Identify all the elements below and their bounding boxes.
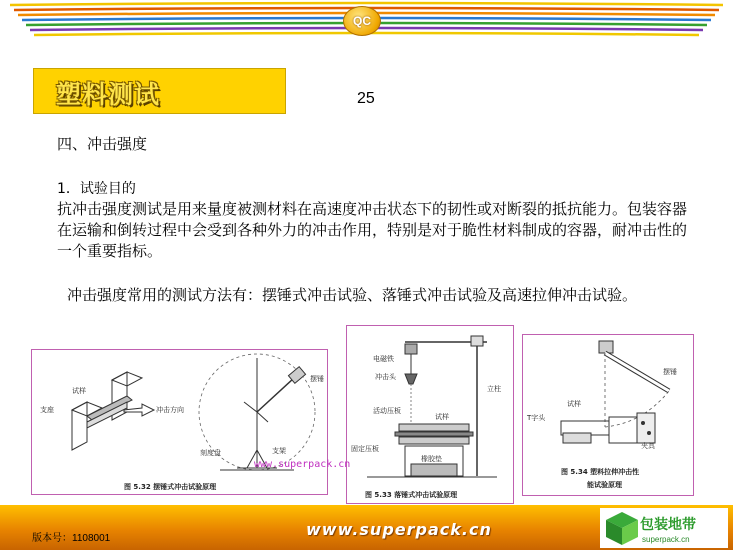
label-base: 支架 — [272, 447, 286, 455]
label-fixed-plate: 固定压板 — [351, 445, 379, 453]
pendulum-diagram — [32, 350, 329, 496]
figure-falling-weight — [346, 325, 514, 504]
caption-fig-5-34-line1: 图 5.34 塑料拉伸冲击性 — [561, 468, 640, 476]
subheading: 1．试验目的 — [57, 181, 136, 197]
label-rubber-pad: 橡胶垫 — [421, 455, 442, 463]
logo-name: 包装地带 — [640, 517, 696, 533]
label-t-head: T字头 — [527, 414, 546, 422]
label-pendulum: 摆锤 — [310, 375, 324, 383]
label-column: 立柱 — [487, 385, 501, 393]
caption-fig-5-34-line2: 能试验原理 — [587, 481, 622, 489]
brand-logo[interactable] — [600, 508, 728, 548]
label-sample: 试样 — [567, 400, 581, 408]
label-impact-direction: 冲击方向 — [156, 406, 184, 414]
caption-fig-5-33: 图 5.33 落锤式冲击试验原理 — [365, 491, 458, 499]
logo-url: superpack.cn — [642, 535, 690, 544]
package-cube-icon — [602, 508, 642, 548]
paragraph-methods: 冲击强度常用的测试方法有：摆锤式冲击试验、落锤式冲击试验及高速拉伸冲击试验。 — [67, 286, 638, 304]
watermark: www.superpack.cn — [254, 459, 351, 470]
label-reading: 刻度盘 — [200, 449, 221, 457]
label-sample: 试样 — [435, 413, 449, 421]
slide-title: 塑料测试 — [56, 80, 161, 109]
label-sample: 试样 — [72, 387, 86, 395]
page-number: 25 — [357, 90, 375, 107]
figure-tensile-impact — [522, 334, 694, 496]
qc-badge-icon: QC — [343, 6, 381, 36]
label-magnet: 电磁铁 — [373, 355, 394, 363]
section-heading: 四、冲击强度 — [57, 135, 148, 153]
label-hammer: 冲击头 — [375, 373, 396, 381]
label-movable-plate: 活动压板 — [373, 407, 401, 415]
footer-bar — [0, 505, 733, 550]
title-box — [33, 68, 286, 114]
figure-pendulum-impact — [31, 349, 328, 495]
label-support: 支座 — [40, 406, 54, 414]
footer-site-link[interactable]: www.superpack.cn — [306, 520, 492, 539]
label-clamp: 夹具 — [641, 442, 655, 450]
version-number: 版本号：1108001 — [32, 533, 111, 544]
caption-fig-5-32: 图 5.32 摆锤式冲击试验原理 — [124, 483, 217, 491]
label-pendulum: 摆锤 — [663, 368, 677, 376]
paragraph-purpose: 抗冲击强度测试是用来量度被测材料在高速度冲击状态下的韧性或对断裂的抵抗能力。包装容器在运输和倒转过程中会受到各种外力的冲击作用，特别是对于脆性材料制成的容器，耐冲击性的一个重要指标。 — [57, 200, 688, 260]
